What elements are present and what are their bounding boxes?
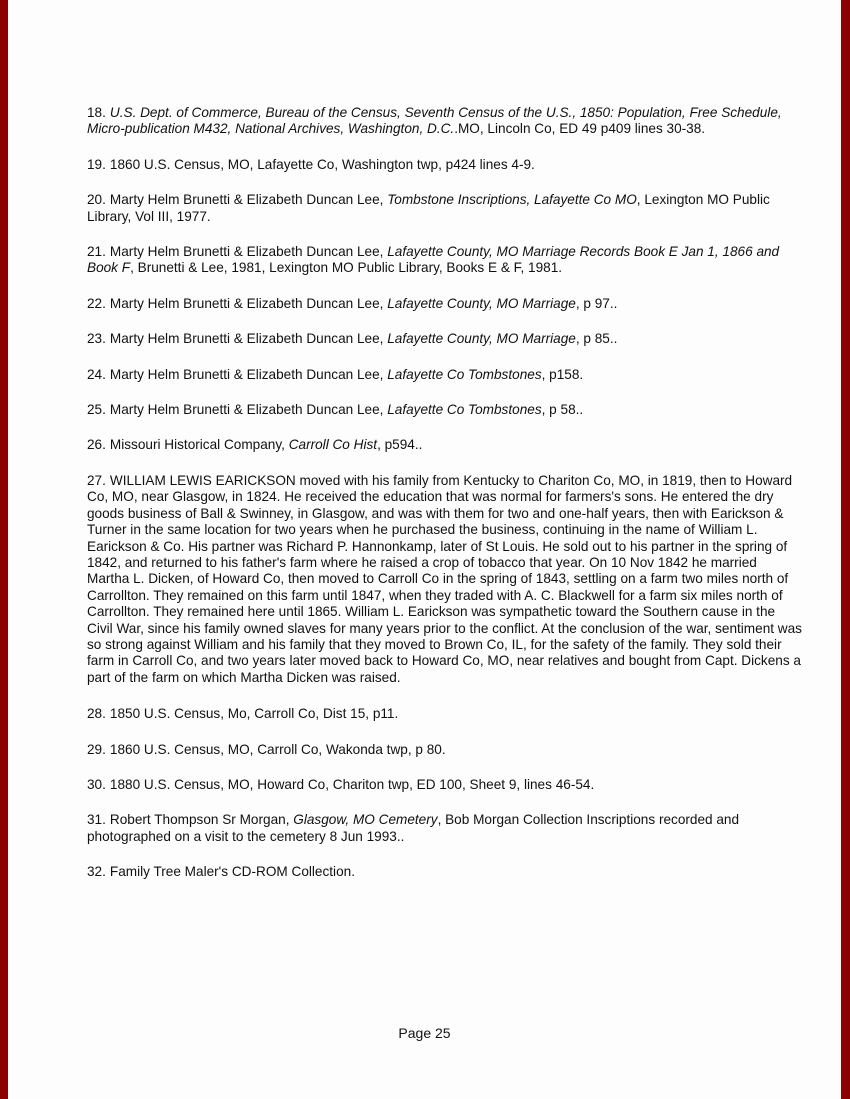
endnote-number: 26.: [87, 437, 106, 453]
endnote-23: [87, 331, 802, 347]
endnote-text: , p158.: [541, 366, 584, 382]
endnote-title: Lafayette Co Tombstones: [387, 402, 542, 418]
endnote-31: [87, 812, 802, 845]
endnote-22: [87, 296, 802, 312]
endnote-number: 27.: [87, 472, 106, 488]
endnote-26: [87, 437, 802, 453]
endnote-text: , Lexington MO Public Library, Vol III, 1977.: [87, 192, 770, 224]
right-page-border: [841, 0, 850, 1099]
endnote-title: Lafayette Co Tombstones: [387, 366, 542, 382]
endnote-30: [87, 777, 802, 793]
endnote-19: [87, 157, 802, 173]
endnote-text: Missouri Historical Company,: [109, 437, 289, 453]
endnote-text: , Bob Morgan Collection Inscriptions recorded and photographed on a visit to the cemetery 8 Jun 1993..: [87, 812, 740, 844]
left-page-border: [0, 0, 8, 1099]
endnote-title: Lafayette County, MO Marriage: [387, 331, 576, 347]
endnote-title: Carroll Co Hist: [288, 437, 378, 453]
page-number: Page 25: [398, 1025, 451, 1041]
endnote-text: WILLIAM LEWIS EARICKSON moved with his family from Kentucky to Chariton Co, MO, in 1819, then to Howard Co, MO, near Glasgow, in 1824. He received the education that was normal for farmers's sons. He entered the dry goods business of Ball & Swinney, in Glasgow, and was with them for two and one-half years, then with Earickson & Turner in the same location for two years when he purchased the business, continuing in the name of William L. Earickson & Co. His partner was Richard P. Hannonkamp, later of St Louis. He sold out to his partner in the spring of 1842, and returned to his father's farm where he raised a crop of tobacco that year. On 10 Nov 1842 he married Martha L. Dicken, of Howard Co, then moved to Carroll Co in the spring of 1843, settling on a farm two miles north of Carrollton. They remained on this farm until 1847, when they traded with A. C. Blackwell for a farm six miles north of Carrollton. They remained here until 1865. William L. Earickson was sympathetic toward the Southern cause in the Civil War, since his family owned slaves for many years prior to the conflict. At the conclusion of the war, sentiment was so strong against William and his family that they moved to Brown Co, IL, for the safety of the family. They sold their farm in Carroll Co, and two years later moved back to Howard Co, MO, near relatives and bought from Capt. Dickens a part of the farm on which Martha Dicken was raised.: [87, 472, 802, 685]
endnote-text: , p 85..: [575, 331, 618, 347]
endnote-number: 24.: [87, 366, 106, 382]
endnote-text: , p 97..: [575, 295, 618, 311]
endnote-text: 1850 U.S. Census, Mo, Carroll Co, Dist 15, p11.: [109, 706, 399, 722]
endnotes-list: [87, 105, 802, 900]
endnote-number: 29.: [87, 741, 106, 757]
endnote-number: 23.: [87, 331, 106, 347]
endnote-number: 30.: [87, 776, 106, 792]
endnote-text: , p594..: [377, 437, 423, 453]
endnote-21: [87, 244, 802, 277]
endnote-18: [87, 105, 802, 138]
endnote-text: 1860 U.S. Census, MO, Lafayette Co, Washington twp, p424 lines 4-9.: [109, 156, 535, 172]
endnote-text: , p 58..: [541, 402, 584, 418]
endnote-text: Family Tree Maler's CD-ROM Collection.: [109, 864, 355, 880]
endnote-title: Lafayette County, MO Marriage Records Book E Jan 1, 1866 and Book F: [87, 244, 780, 276]
endnote-text: Marty Helm Brunetti & Elizabeth Duncan Lee,: [109, 366, 388, 382]
endnote-title: U.S. Dept. of Commerce, Bureau of the Census, Seventh Census of the U.S., 1850: Population, Free Schedule, Micro-publication M432, National Archives, Washington, D.C.: [87, 105, 782, 137]
endnote-number: 19.: [87, 156, 106, 172]
endnote-number: 31.: [87, 812, 106, 828]
endnote-text: Marty Helm Brunetti & Elizabeth Duncan Lee,: [109, 295, 388, 311]
endnote-text: 1860 U.S. Census, MO, Carroll Co, Wakonda twp, p 80.: [109, 741, 446, 757]
endnote-number: 20.: [87, 192, 106, 208]
endnote-20: [87, 192, 802, 225]
endnote-29: [87, 742, 802, 758]
endnote-number: 21.: [87, 244, 106, 260]
endnote-number: 25.: [87, 402, 106, 418]
endnote-text: Marty Helm Brunetti & Elizabeth Duncan Lee,: [109, 192, 388, 208]
endnote-title: Tombstone Inscriptions, Lafayette Co MO: [387, 192, 637, 208]
endnote-text: , Brunetti & Lee, 1981, Lexington MO Public Library, Books E & F, 1981.: [130, 260, 563, 276]
endnote-27: [87, 473, 802, 686]
endnote-text: Marty Helm Brunetti & Elizabeth Duncan Lee,: [109, 331, 388, 347]
endnote-number: 32.: [87, 864, 106, 880]
endnote-25: [87, 402, 802, 418]
endnote-text: Marty Helm Brunetti & Elizabeth Duncan Lee,: [109, 244, 388, 260]
endnote-text: Robert Thompson Sr Morgan,: [109, 812, 294, 828]
endnote-number: 28.: [87, 706, 106, 722]
endnote-text: 1880 U.S. Census, MO, Howard Co, Chariton twp, ED 100, Sheet 9, lines 46-54.: [109, 776, 595, 792]
endnote-28: [87, 706, 802, 722]
endnote-title: Glasgow, MO Cemetery: [293, 812, 438, 828]
endnote-text: Marty Helm Brunetti & Elizabeth Duncan Lee,: [109, 402, 388, 418]
endnote-number: 18.: [87, 105, 106, 120]
endnote-text: .MO, Lincoln Co, ED 49 p409 lines 30-38.: [454, 121, 706, 137]
endnote-number: 22.: [87, 295, 106, 311]
endnote-24: [87, 367, 802, 383]
endnote-32: [87, 864, 802, 880]
endnote-title: Lafayette County, MO Marriage: [387, 295, 576, 311]
